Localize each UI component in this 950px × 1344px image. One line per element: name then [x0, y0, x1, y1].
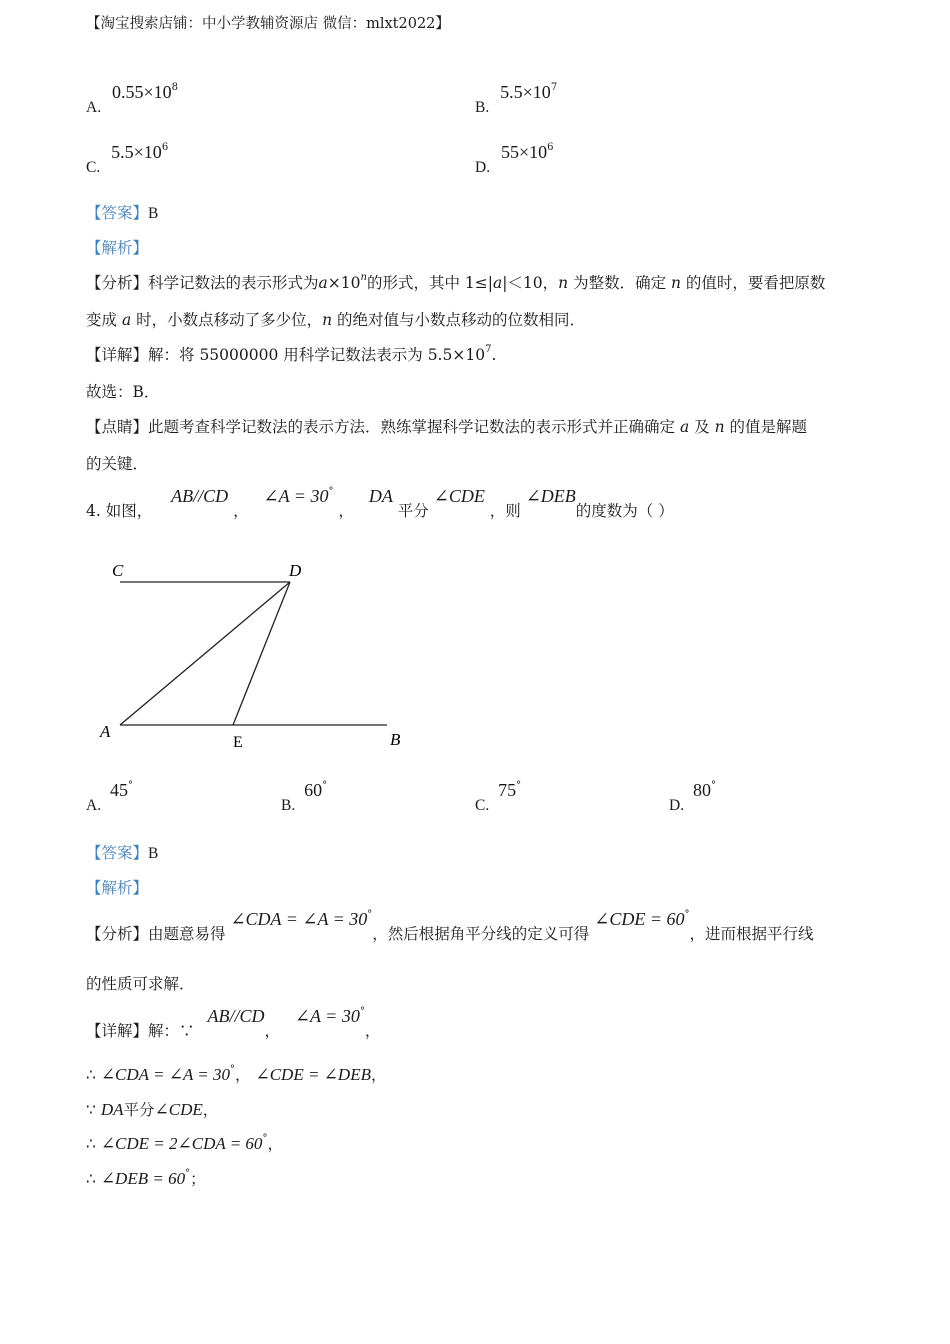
q4-analysis-line1: 【分析】由题意易得 ∠CDA = ∠A = 30°，然后根据角平分线的定义可得 ∠CDE = 60°，进而根据平行线 [86, 909, 814, 943]
q3-detail: 【详解】解：将 55000000 用科学记数法表示为 $5.5\times 10^7$. [86, 344, 497, 364]
q4-detail: 【详解】解：∵ AB//CD， ∠A = 30°， [86, 1006, 381, 1040]
q4-step-2: ∵ DA平分∠CDE， [86, 1100, 219, 1119]
q3-option-a[interactable]: A. $0.55\times 10^8$ [86, 82, 179, 116]
q4-answer: 【答案】B [86, 844, 159, 862]
q4-option-b[interactable]: B. 60° [281, 780, 328, 814]
q3-option-b[interactable]: B. $5.5\times 10^7$ [475, 82, 558, 116]
q4-option-a[interactable]: A. 45° [86, 780, 134, 814]
q3-analysis-line1: 【分析】科学记数法的表示形式为$a\times 10^n$的形式，其中 1≤|a|＜10，n 为整数．确定 n 的值时，要看把原数 [86, 272, 826, 292]
line-de [233, 582, 290, 725]
label-c: C [112, 561, 124, 580]
q3-analysis-line2: 变成 a 时，小数点移动了多少位，n 的绝对值与小数点移动的位数相同． [86, 311, 586, 329]
q3-jiexi-tag: 【解析】 [86, 239, 149, 257]
label-d: D [289, 561, 302, 580]
label-b: B [390, 730, 401, 749]
q4-jiexi-tag: 【解析】 [86, 879, 149, 897]
page-header: 【淘宝搜索店铺：中小学教辅资源店 微信：mlxt2022】 [86, 16, 450, 32]
q4-option-d[interactable]: D. 80° [669, 780, 717, 814]
q4-geometry-figure [90, 555, 420, 755]
q4-analysis-line2: 的性质可求解． [86, 975, 195, 993]
label-e: E [233, 734, 243, 751]
q3-option-d[interactable]: D. $55\times 10^6$ [475, 142, 554, 176]
line-ad [120, 582, 290, 725]
q4-stem: 4. 如图， AB//CD ， ∠A = 30° ， DA 平分 ∠CDE ，则 ∠DEB的度数为（ ） [86, 486, 674, 520]
q4-step-3: ∴ ∠CDE = 2∠CDA = 60°， [86, 1133, 283, 1153]
q3-point-line2: 的关键． [86, 455, 149, 473]
q3-choice: 故选：B． [86, 383, 160, 401]
q4-option-c[interactable]: C. 75° [475, 780, 522, 814]
q4-step-1: ∴ ∠CDA = ∠A = 30°， ∠CDE = ∠DEB， [86, 1064, 387, 1084]
q3-point-line1: 【点睛】此题考查科学记数法的表示方法．熟练掌握科学记数法的表示形式并正确确定 a 及 n 的值是解题 [86, 418, 807, 436]
label-a: A [100, 722, 111, 741]
q3-option-c[interactable]: C. $5.5\times 10^6$ [86, 142, 169, 176]
q4-step-4: ∴ ∠DEB = 60°； [86, 1168, 206, 1188]
q3-answer: 【答案】B [86, 204, 159, 222]
